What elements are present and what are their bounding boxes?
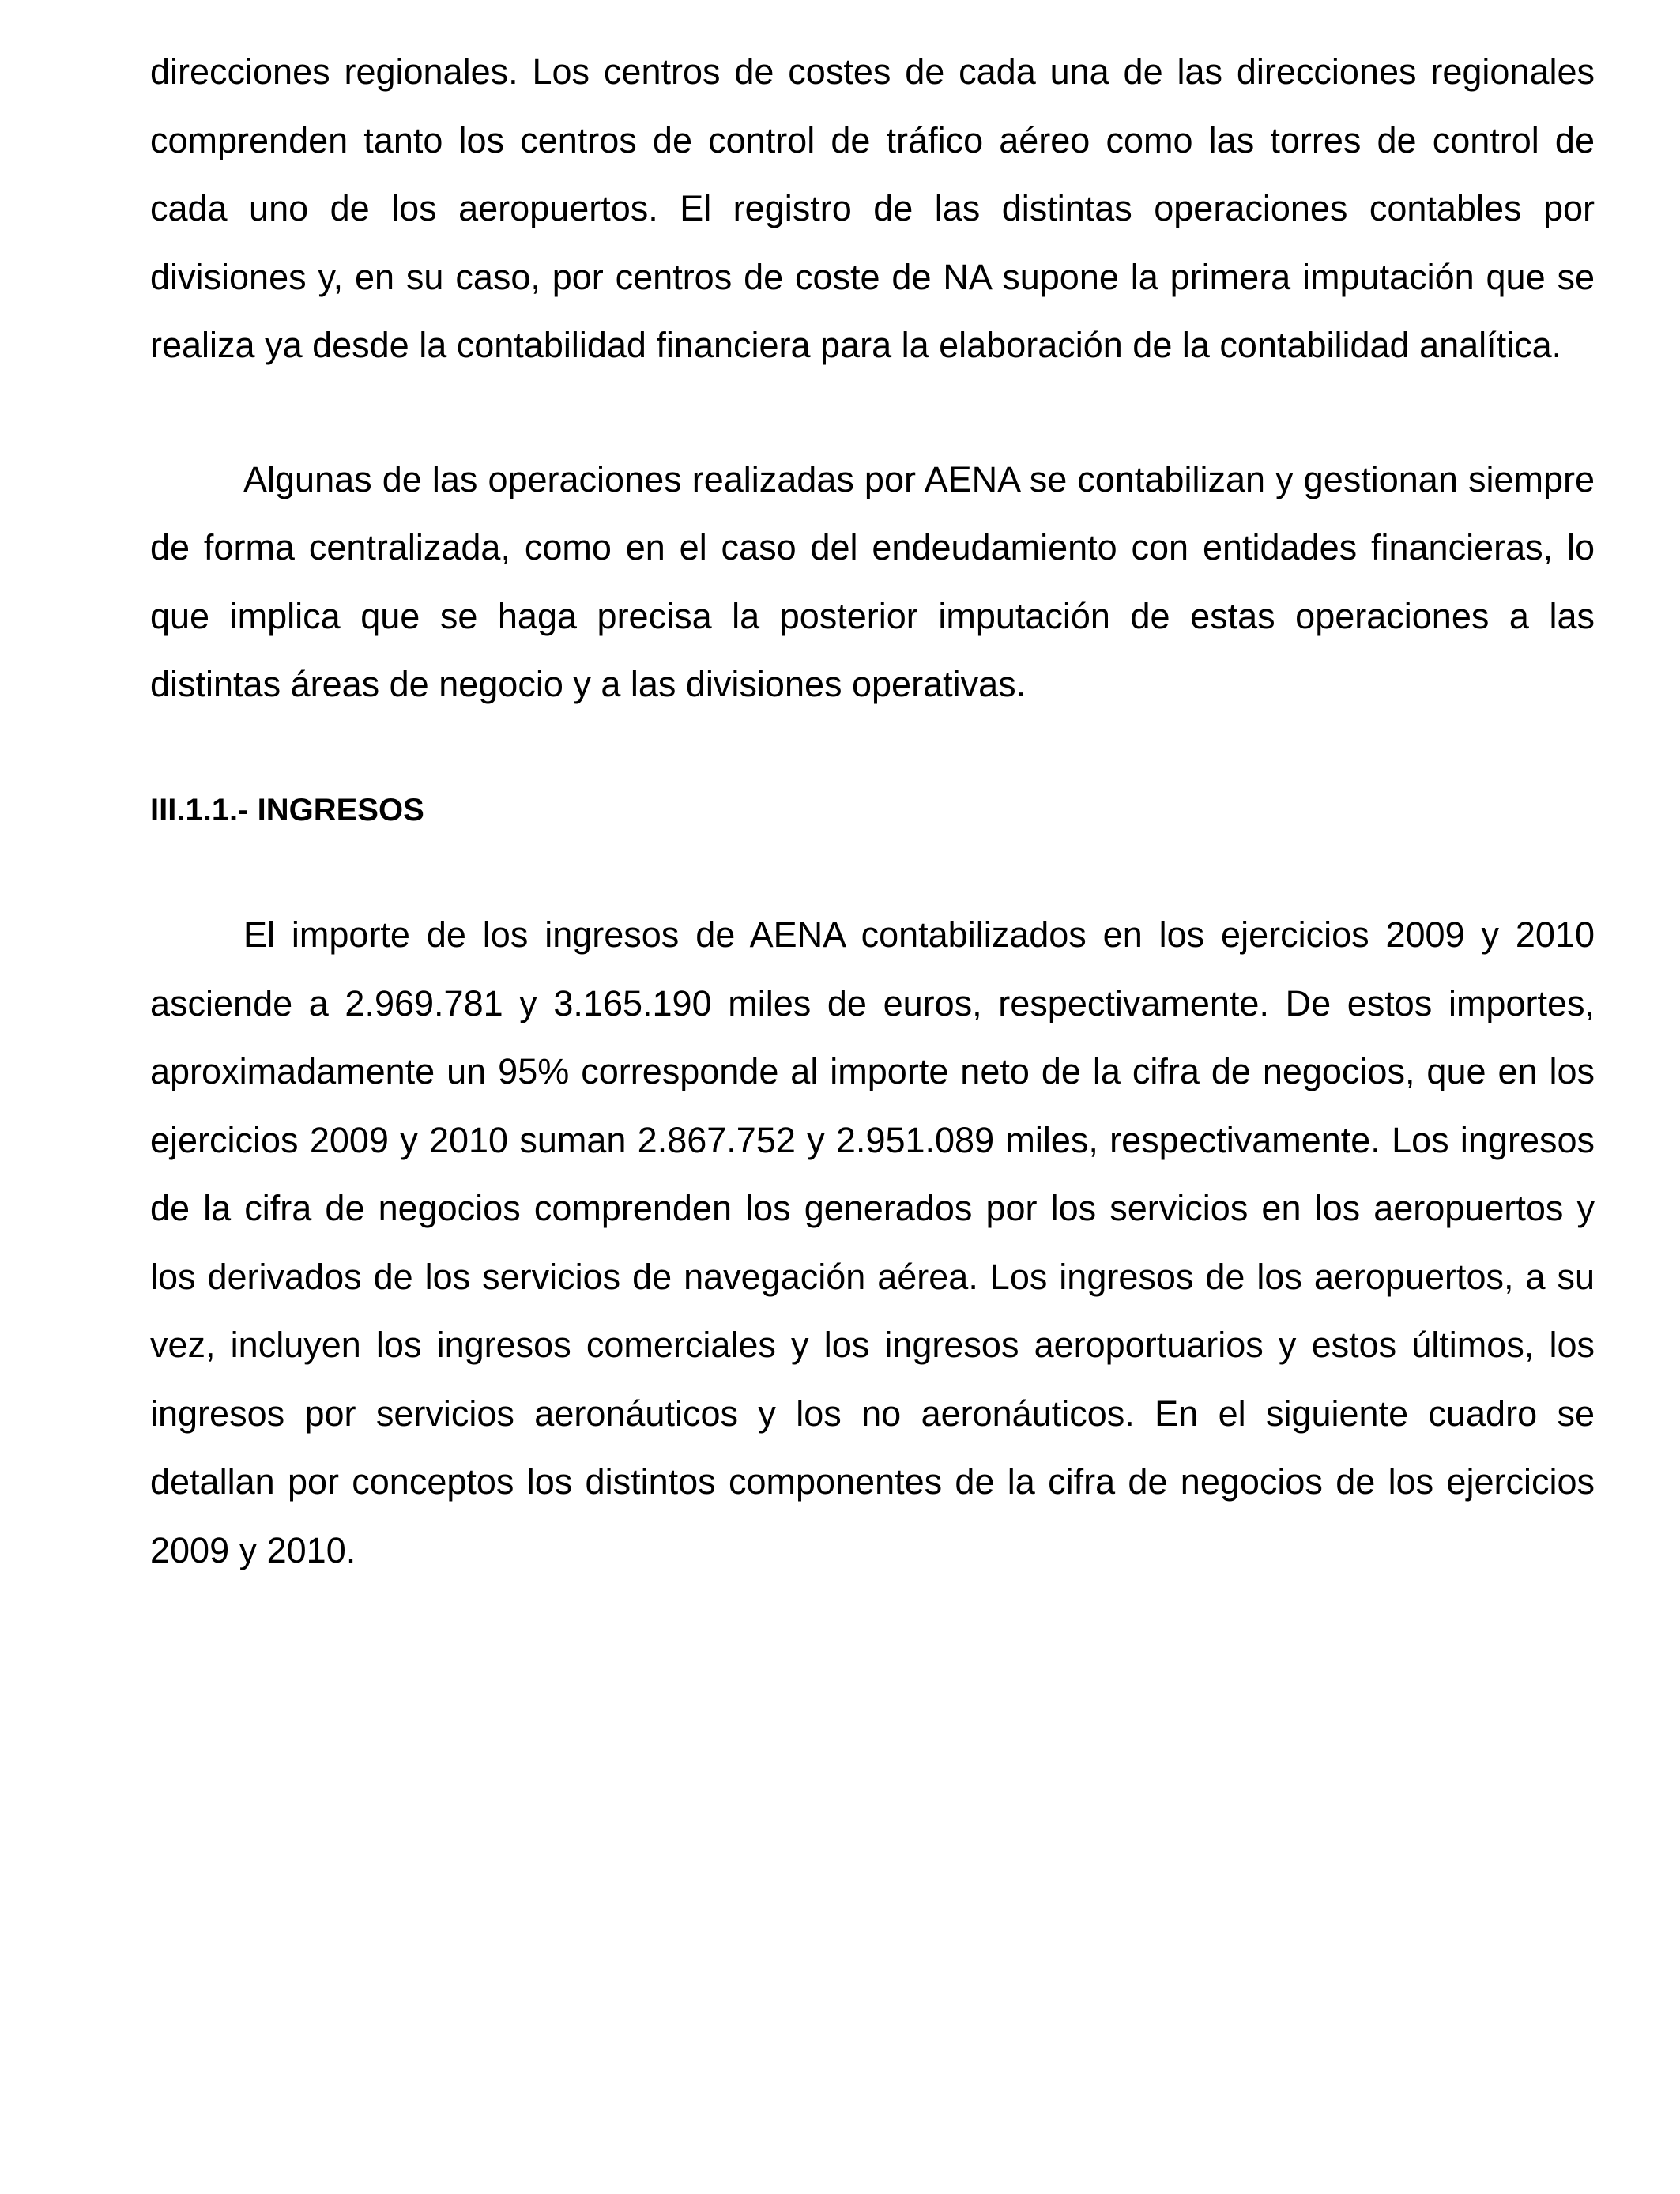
paragraph-direcciones-regionales: direcciones regionales. Los centros de costes de cada una de las direcciones regionales comprenden tanto los centros de control de tráfico aéreo como las torres de control de cada uno de los aeropuertos. El registro de las distintas operaciones contables por divisiones y, en su caso, por centros de coste de NA supone la primera imputación que se realiza ya desde la contabilidad financiera para la elaboración de la contabilidad analítica. <box>150 51 1595 365</box>
document-page <box>150 38 1595 1585</box>
section-heading-ingresos: III.1.1.- INGRESOS <box>150 792 424 827</box>
paragraph-importe-ingresos: El importe de los ingresos de AENA contabilizados en los ejercicios 2009 y 2010 asciende a 2.969.781 y 3.165.190 miles de euros, respectivamente. De estos importes, aproximadamente un 95% corresponde al importe neto de la cifra de negocios, que en los ejercicios 2009 y 2010 suman 2.867.752 y 2.951.089 miles, respectivamente. Los ingresos de la cifra de negocios comprenden los generados por los servicios en los aeropuertos y los derivados de los servicios de navegación aérea. Los ingresos de los aeropuertos, a su vez, incluyen los ingresos comerciales y los ingresos aeroportuarios y estos últimos, los ingresos por servicios aeronáuticos y los no aeronáuticos. En el siguiente cuadro se detallan por conceptos los distintos componentes de la cifra de negocios de los ejercicios 2009 y 2010. <box>150 914 1595 1570</box>
paragraph-operaciones-centralizadas: Algunas de las operaciones realizadas por AENA se contabilizan y gestionan siempre de forma centralizada, como en el caso del endeudamiento con entidades financieras, lo que implica que se haga precisa la posterior imputación de estas operaciones a las distintas áreas de negocio y a las divisiones operativas. <box>150 458 1595 704</box>
